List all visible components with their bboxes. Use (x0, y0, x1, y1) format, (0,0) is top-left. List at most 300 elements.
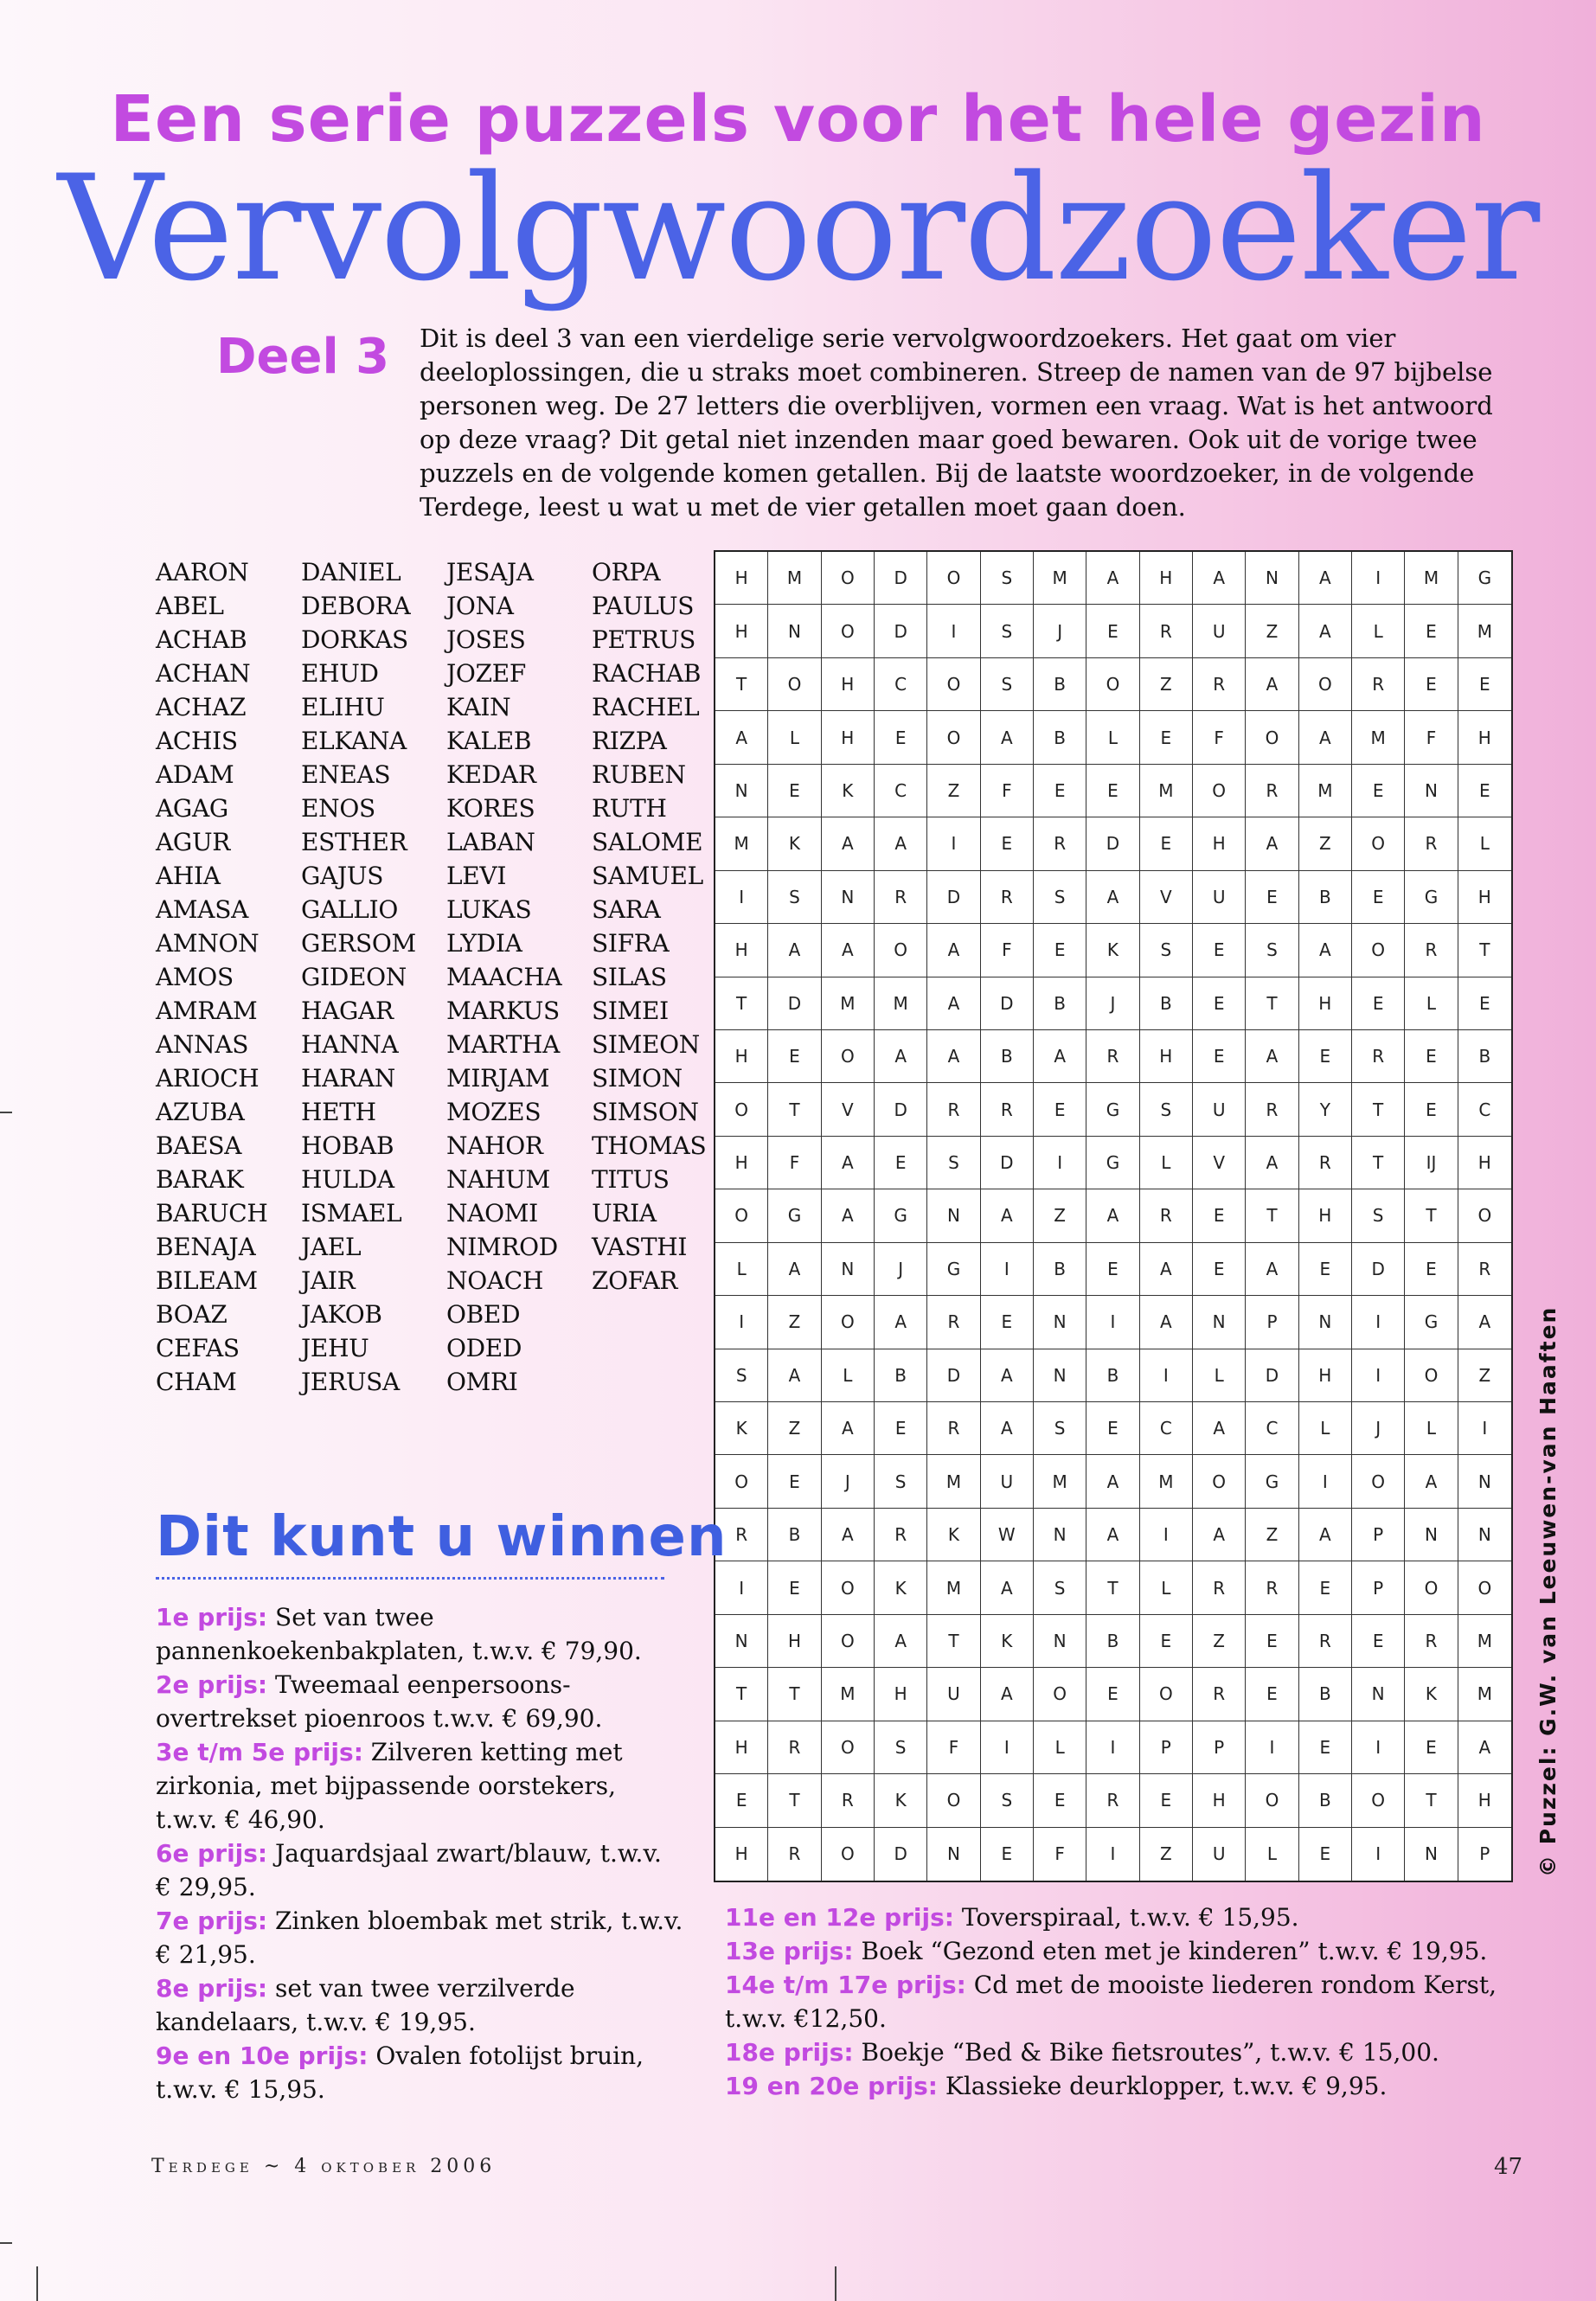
grid-cell: T (927, 1615, 980, 1668)
name-item: KALEB (446, 727, 532, 755)
grid-cell: B (1140, 977, 1193, 1030)
grid-cell: Z (1458, 1349, 1511, 1402)
grid-cell: M (1458, 1668, 1511, 1721)
grid-cell: L (1140, 1137, 1193, 1189)
grid-cell: I (1299, 1455, 1352, 1508)
grid-cell: O (822, 605, 875, 657)
grid-cell: T (1246, 977, 1298, 1030)
grid-cell: I (927, 605, 980, 657)
grid-cell: N (1352, 1668, 1405, 1721)
grid-cell: N (1299, 1296, 1352, 1349)
grid-cell: F (768, 1137, 821, 1189)
name-item: ELKANA (301, 727, 407, 755)
grid-cell: E (1405, 1243, 1458, 1296)
grid-cell: H (1193, 817, 1246, 870)
prize-item (156, 2039, 683, 2106)
grid-cell: A (927, 977, 980, 1030)
name-item: EHUD (301, 659, 379, 688)
grid-cell: R (1405, 817, 1458, 870)
grid-cell: E (1246, 1615, 1298, 1668)
prize-item (156, 1836, 683, 1904)
grid-cell: A (822, 1137, 875, 1189)
grid-cell: L (1034, 1721, 1086, 1774)
grid-cell: Z (1193, 1615, 1246, 1668)
name-item: MAACHA (446, 963, 562, 991)
grid-cell: R (981, 871, 1034, 924)
prize-description: Zinken bloembak met strik, t.w.v. € 21,95. (156, 1907, 683, 1969)
grid-cell: H (1299, 1189, 1352, 1242)
name-item: MIRJAM (446, 1064, 550, 1093)
name-item: BOAZ (156, 1300, 228, 1329)
grid-cell: A (1246, 1137, 1298, 1189)
grid-cell: I (927, 817, 980, 870)
prize-label: 1e prijs: (156, 1603, 268, 1631)
name-item: RACHEL (592, 693, 700, 721)
grid-cell: B (1034, 711, 1086, 764)
grid-cell: Z (768, 1296, 821, 1349)
name-item: JAEL (301, 1233, 362, 1261)
grid-cell: J (875, 1243, 927, 1296)
grid-cell: R (1458, 1243, 1511, 1296)
grid-cell: A (875, 1030, 927, 1083)
grid-cell: H (875, 1668, 927, 1721)
grid-cell: U (1193, 871, 1246, 924)
name-item: ADAM (156, 760, 234, 789)
grid-cell: L (768, 711, 821, 764)
grid-cell: Z (927, 765, 980, 817)
grid-cell: B (1086, 1615, 1139, 1668)
grid-cell: R (822, 1774, 875, 1827)
name-item: THOMAS (592, 1131, 707, 1160)
grid-cell: K (927, 1509, 980, 1561)
grid-cell: A (1086, 871, 1139, 924)
grid-cell: M (715, 817, 768, 870)
grid-cell: H (1458, 1137, 1511, 1189)
grid-cell: E (1193, 977, 1246, 1030)
grid-cell: Z (1034, 1189, 1086, 1242)
grid-cell: R (1086, 1774, 1139, 1827)
grid-cell: N (1405, 765, 1458, 817)
grid-cell: H (1140, 1030, 1193, 1083)
grid-cell: E (1086, 1243, 1139, 1296)
grid-cell: E (1246, 1668, 1298, 1721)
crop-mark (0, 2242, 12, 2244)
grid-cell: F (1193, 711, 1246, 764)
grid-cell: R (768, 1828, 821, 1881)
grid-cell: E (1140, 817, 1193, 870)
grid-cell: U (927, 1668, 980, 1721)
grid-cell: T (1352, 1083, 1405, 1136)
grid-cell: R (875, 1509, 927, 1561)
grid-cell: M (1140, 765, 1193, 817)
name-item: ORPA (592, 558, 661, 586)
grid-cell: E (1086, 1402, 1139, 1455)
grid-cell: O (1246, 1774, 1298, 1827)
grid-cell: A (1458, 1296, 1511, 1349)
heading-rule (156, 1577, 664, 1580)
grid-cell: O (1458, 1189, 1511, 1242)
grid-cell: G (1086, 1083, 1139, 1136)
grid-cell: T (1458, 924, 1511, 977)
grid-cell: I (1352, 552, 1405, 605)
name-item: BENAJA (156, 1233, 256, 1261)
grid-cell: B (1299, 1774, 1352, 1827)
name-item: ACHAN (156, 659, 251, 688)
grid-cell: T (715, 1668, 768, 1721)
grid-cell: J (1086, 977, 1139, 1030)
grid-cell: A (822, 817, 875, 870)
grid-cell: H (715, 1030, 768, 1083)
prize-description: Boek “Gezond eten met je kinderen” t.w.v. € 19,95. (861, 1937, 1488, 1965)
grid-cell: N (822, 1243, 875, 1296)
grid-cell: G (1458, 552, 1511, 605)
grid-cell: M (768, 552, 821, 605)
grid-cell: M (927, 1561, 980, 1614)
name-item: ODED (446, 1334, 522, 1362)
name-item: OBED (446, 1300, 521, 1329)
grid-cell: R (1246, 1561, 1298, 1614)
grid-cell: S (875, 1455, 927, 1508)
grid-cell: E (1352, 765, 1405, 817)
grid-cell: R (1246, 1083, 1298, 1136)
name-item: MOZES (446, 1098, 542, 1126)
grid-cell: A (768, 924, 821, 977)
grid-cell: Z (1140, 658, 1193, 711)
grid-cell: E (1086, 1668, 1139, 1721)
grid-cell: D (875, 552, 927, 605)
grid-cell: I (1140, 1509, 1193, 1561)
grid-cell: G (927, 1243, 980, 1296)
grid-cell: A (1299, 711, 1352, 764)
grid-cell: I (1352, 1721, 1405, 1774)
grid-cell: A (822, 1189, 875, 1242)
prize-description: Klassieke deurklopper, t.w.v. € 9,95. (945, 2072, 1388, 2100)
name-item: BAESA (156, 1131, 242, 1160)
grid-cell: B (1034, 658, 1086, 711)
footer-publication: Terdege ~ 4 oktober 2006 (151, 2156, 497, 2177)
crop-mark (0, 1112, 12, 1113)
grid-cell: E (981, 1828, 1034, 1881)
grid-cell: N (1034, 1296, 1086, 1349)
grid-cell: Y (1299, 1083, 1352, 1136)
name-item: ESTHER (301, 828, 407, 856)
grid-cell: V (1193, 1137, 1246, 1189)
grid-cell: S (715, 1349, 768, 1402)
grid-cell: S (1034, 1402, 1086, 1455)
name-item: HOBAB (301, 1131, 394, 1160)
grid-cell: M (1458, 1615, 1511, 1668)
grid-cell: Z (768, 1402, 821, 1455)
grid-cell: H (1458, 1774, 1511, 1827)
grid-cell: E (715, 1774, 768, 1827)
grid-cell: A (1405, 1455, 1458, 1508)
grid-cell: I (1086, 1721, 1139, 1774)
prize-list-left (156, 1600, 683, 2106)
grid-cell: B (768, 1509, 821, 1561)
grid-cell: I (1458, 1402, 1511, 1455)
name-list (156, 558, 709, 1401)
grid-cell: I (715, 1296, 768, 1349)
grid-cell: J (822, 1455, 875, 1508)
part-label: Deel 3 (216, 329, 390, 385)
name-item: MARTHA (446, 1030, 560, 1059)
grid-cell: R (768, 1721, 821, 1774)
grid-cell: P (1352, 1509, 1405, 1561)
grid-cell: O (715, 1083, 768, 1136)
grid-cell: C (875, 658, 927, 711)
name-item: AGUR (156, 828, 231, 856)
grid-cell: E (1352, 977, 1405, 1030)
grid-cell: O (1299, 658, 1352, 711)
grid-cell: E (1299, 1561, 1352, 1614)
grid-cell: L (822, 1349, 875, 1402)
name-item: LABAN (446, 828, 535, 856)
grid-cell: P (1193, 1721, 1246, 1774)
grid-cell: A (1246, 817, 1298, 870)
grid-cell: D (981, 977, 1034, 1030)
grid-cell: T (1246, 1189, 1298, 1242)
name-item: MARKUS (446, 997, 560, 1025)
grid-cell: A (1193, 1509, 1246, 1561)
grid-cell: H (1140, 552, 1193, 605)
name-item: KAIN (446, 693, 511, 721)
grid-cell: M (1034, 1455, 1086, 1508)
grid-cell: H (768, 1615, 821, 1668)
grid-cell: B (1299, 1668, 1352, 1721)
grid-cell: E (1193, 1030, 1246, 1083)
grid-cell: A (1086, 1509, 1139, 1561)
grid-cell: G (1086, 1137, 1139, 1189)
grid-cell: O (1352, 1455, 1405, 1508)
grid-cell: E (768, 1030, 821, 1083)
grid-cell: R (927, 1402, 980, 1455)
grid-cell: E (875, 1137, 927, 1189)
grid-cell: T (715, 977, 768, 1030)
name-item: CHAM (156, 1368, 237, 1396)
grid-cell: E (1458, 765, 1511, 817)
grid-cell: R (1405, 924, 1458, 977)
grid-cell: O (1405, 1349, 1458, 1402)
name-item: GALLIO (301, 895, 398, 924)
grid-cell: S (981, 552, 1034, 605)
grid-cell: A (981, 1561, 1034, 1614)
grid-cell: O (715, 1455, 768, 1508)
name-item: RIZPA (592, 727, 667, 755)
grid-cell: N (927, 1828, 980, 1881)
grid-cell: R (927, 1083, 980, 1136)
grid-cell: H (715, 552, 768, 605)
name-item: HETH (301, 1098, 376, 1126)
grid-cell: E (875, 1402, 927, 1455)
name-item: JEHU (301, 1334, 369, 1362)
grid-cell: O (927, 552, 980, 605)
grid-cell: S (1352, 1189, 1405, 1242)
grid-cell: A (927, 1030, 980, 1083)
grid-cell: A (875, 1615, 927, 1668)
intro-text: Dit is deel 3 van een vierdelige serie vervolgwoordzoekers. Het gaat om vier deeloplossingen, die u straks moet combineren. Streep de namen van de 97 bijbelse personen weg. De 27 letters die overblijven, vormen een vraag. Wat is het antwoord op deze vraag? Dit getal niet inzenden maar goed bewaren. Ook uit de vorige twee puzzels en de volgende komen getallen. Bij de laatste woordzoeker, in de volgende Terdege, leest u wat u met de vier getallen moet gaan doen. (420, 324, 1493, 522)
grid-cell: A (981, 711, 1034, 764)
grid-cell: E (1405, 1030, 1458, 1083)
grid-cell: D (1352, 1243, 1405, 1296)
grid-cell: N (768, 605, 821, 657)
grid-cell: A (822, 924, 875, 977)
prize-item (725, 1934, 1521, 1968)
grid-cell: H (715, 605, 768, 657)
grid-cell: K (715, 1402, 768, 1455)
grid-cell: E (1193, 1243, 1246, 1296)
grid-cell: G (1405, 871, 1458, 924)
prize-label: 3e t/m 5e prijs: (156, 1738, 363, 1766)
name-item: GIDEON (301, 963, 407, 991)
name-item: ACHIS (156, 727, 238, 755)
grid-cell: K (1405, 1668, 1458, 1721)
prize-description: Tweemaal eenpersoons-overtrekset pioenroos t.w.v. € 69,90. (156, 1670, 603, 1733)
name-item: URIA (592, 1199, 657, 1227)
grid-cell: R (1405, 1615, 1458, 1668)
grid-cell: O (1352, 817, 1405, 870)
grid-cell: E (1193, 924, 1246, 977)
grid-cell: R (1086, 1030, 1139, 1083)
name-item: JOZEF (446, 659, 527, 688)
grid-cell: K (1086, 924, 1139, 977)
grid-cell: S (927, 1137, 980, 1189)
grid-cell: N (1405, 1509, 1458, 1561)
grid-cell: E (981, 1296, 1034, 1349)
name-item: NAHUM (446, 1165, 550, 1194)
grid-cell: A (1246, 1243, 1298, 1296)
prize-description: Toverspiraal, t.w.v. € 15,95. (961, 1903, 1299, 1932)
grid-cell: H (822, 658, 875, 711)
grid-cell: I (1140, 1349, 1193, 1402)
grid-cell: F (1405, 711, 1458, 764)
name-item: RACHAB (592, 659, 702, 688)
name-item: ENEAS (301, 760, 391, 789)
grid-cell: H (1299, 977, 1352, 1030)
name-item: AMRAM (156, 997, 258, 1025)
name-item: SAMUEL (592, 862, 703, 890)
grid-cell: E (1140, 711, 1193, 764)
grid-cell: S (1034, 871, 1086, 924)
name-item: RUBEN (592, 760, 686, 789)
grid-cell: L (715, 1243, 768, 1296)
name-item: KORES (446, 794, 535, 823)
grid-cell: P (1246, 1296, 1298, 1349)
grid-cell: Z (1246, 1509, 1298, 1561)
grid-cell: A (1193, 1402, 1246, 1455)
name-item: SILAS (592, 963, 667, 991)
prize-label: 11e en 12e prijs: (725, 1903, 954, 1932)
grid-cell: D (875, 605, 927, 657)
grid-cell: T (768, 1774, 821, 1827)
prize-item (156, 1668, 683, 1735)
grid-cell: A (981, 1402, 1034, 1455)
prize-description: Boekje “Bed & Bike fietsroutes”, t.w.v. € 15,00. (861, 2038, 1439, 2067)
name-item: NIMROD (446, 1233, 558, 1261)
prize-label: 19 en 20e prijs: (725, 2072, 938, 2100)
grid-cell: F (981, 765, 1034, 817)
name-item: NAOMI (446, 1199, 538, 1227)
prize-description: Set van twee pannenkoekenbakplaten, t.w.v. € 79,90. (156, 1603, 642, 1665)
name-item: GAJUS (301, 862, 384, 890)
puzzle-credit: © Puzzel: G.W. van Leeuwen-van Haaften (1535, 1305, 1561, 1877)
grid-cell: T (1086, 1561, 1139, 1614)
page-title: Vervolgwoordzoeker (57, 144, 1539, 313)
grid-cell: I (981, 1243, 1034, 1296)
name-item: JONA (446, 592, 514, 620)
name-item: ELIHU (301, 693, 385, 721)
prize-label: 13e prijs: (725, 1937, 854, 1965)
grid-cell: A (1086, 552, 1139, 605)
grid-cell: R (1140, 1189, 1193, 1242)
grid-cell: F (981, 924, 1034, 977)
grid-cell: L (1405, 1402, 1458, 1455)
grid-cell: A (875, 817, 927, 870)
grid-cell: U (981, 1455, 1034, 1508)
grid-cell: H (1458, 711, 1511, 764)
grid-cell: L (1458, 817, 1511, 870)
name-item: SALOME (592, 828, 703, 856)
grid-cell: L (1193, 1349, 1246, 1402)
name-item: ACHAB (156, 625, 247, 654)
grid-cell: N (822, 871, 875, 924)
grid-cell: S (1140, 1083, 1193, 1136)
name-item: JAKOB (301, 1300, 382, 1329)
grid-cell: A (822, 1509, 875, 1561)
grid-cell: D (927, 1349, 980, 1402)
grid-cell: K (875, 1561, 927, 1614)
grid-cell: I (1086, 1828, 1139, 1881)
grid-cell: E (1352, 871, 1405, 924)
name-item: AGAG (156, 794, 228, 823)
grid-cell: O (768, 658, 821, 711)
grid-cell: D (1086, 817, 1139, 870)
name-item: LUKAS (446, 895, 532, 924)
grid-cell: E (768, 1561, 821, 1614)
grid-cell: O (927, 1774, 980, 1827)
grid-cell: E (1140, 1774, 1193, 1827)
grid-cell: O (822, 1296, 875, 1349)
grid-cell: E (1299, 1030, 1352, 1083)
name-item: RUTH (592, 794, 667, 823)
grid-cell: E (875, 711, 927, 764)
grid-cell: O (822, 1828, 875, 1881)
name-item: ANNAS (156, 1030, 249, 1059)
name-item: ZOFAR (592, 1266, 678, 1295)
grid-cell: E (1246, 871, 1298, 924)
name-item: DANIEL (301, 558, 401, 586)
series-subtitle: Een serie puzzels voor het hele gezin (110, 82, 1486, 157)
name-item: HULDA (301, 1165, 394, 1194)
prize-label: 2e prijs: (156, 1670, 268, 1699)
prize-label: 18e prijs: (725, 2038, 854, 2067)
grid-cell: A (822, 1402, 875, 1455)
name-item: BARUCH (156, 1199, 268, 1227)
grid-cell: N (1034, 1615, 1086, 1668)
grid-cell: S (981, 658, 1034, 711)
grid-cell: A (1140, 1296, 1193, 1349)
name-item: PAULUS (592, 592, 695, 620)
grid-cell: A (1458, 1721, 1511, 1774)
prize-label: 6e prijs: (156, 1839, 268, 1868)
grid-cell: N (1405, 1828, 1458, 1881)
grid-cell: E (1299, 1721, 1352, 1774)
grid-cell: D (875, 1828, 927, 1881)
name-item: VASTHI (592, 1233, 688, 1261)
grid-cell: N (1034, 1509, 1086, 1561)
grid-cell: O (927, 711, 980, 764)
grid-cell: IJ (1405, 1137, 1458, 1189)
name-item: LYDIA (446, 929, 522, 958)
